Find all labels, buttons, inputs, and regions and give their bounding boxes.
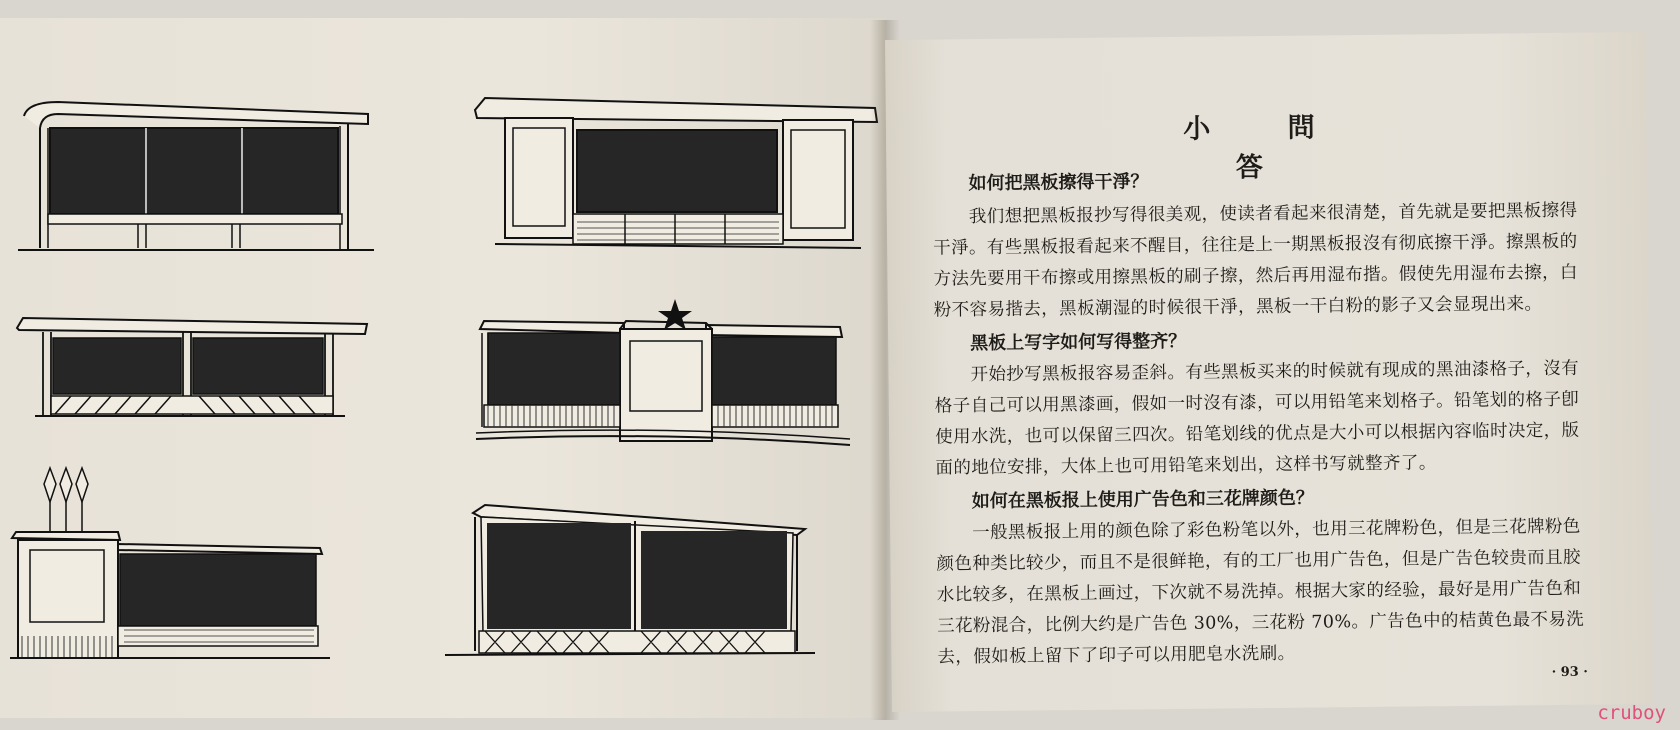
section-3-line-4: 三花粉混合，比例大约是广告色 30%，三花粉 70%。广告色中的桔黄色最不易洗 <box>937 609 1585 637</box>
blackboard-design-3 <box>15 308 375 428</box>
article-title: 小 問 答 <box>1183 112 1349 184</box>
section-2-line-3: 使用水洗，也可以保留三四次。铅笔划线的优点是大小可以根据內容临时决定，版 <box>935 420 1580 448</box>
section-heading-1: 如何把黑板擦得干淨？ <box>968 171 1149 195</box>
section-2-line-1: 开始抄写黑板报容易歪斜。有些黑板买来的时候就有现成的黑油漆格子，沒有 <box>970 358 1580 386</box>
blackboard-design-6 <box>445 503 825 668</box>
watermark: cruboy <box>1597 702 1666 724</box>
section-2-line-2: 格子自己可以用黑漆画，假如一时沒有漆，可以用铅笔来划格子。铅笔划的格子卽 <box>934 389 1580 417</box>
section-1-line-3: 方法先要用干布擦或用擦黑板的刷子擦，然后再用湿布揩。假使先用湿布去擦，白 <box>933 262 1578 290</box>
blackboard-design-4 <box>470 293 860 463</box>
section-heading-3: 如何在黑板报上使用广告色和三花牌颜色？ <box>971 487 1314 513</box>
section-2-line-4: 面的地位安排，大体上也可用铅笔来划出，这样书写就整齐了。 <box>935 453 1437 479</box>
right-page <box>885 32 1652 712</box>
blackboard-design-1 <box>18 88 378 263</box>
section-1-line-1: 我们想把黑板报抄写得很美观，使读者看起来很清楚，首先就是要把黑板擦得 <box>968 200 1578 228</box>
section-1-line-4: 粉不容易揩去，黑板潮湿的时候很干淨，黑板一干白粉的影子又会显現出来。 <box>933 294 1543 321</box>
left-page <box>0 18 885 718</box>
section-3-line-2: 颜色种类比较少，而且不是很鲜艳，有的工厂也用广告色，但是广告色较贵而且胶 <box>936 547 1581 575</box>
section-heading-2: 黑板上写字如何写得整齐？ <box>970 330 1187 355</box>
section-1-line-2: 干淨。有些黑板报看起来不醒目，往往是上一期黑板报沒有彻底擦干淨。擦黑板的 <box>933 231 1578 259</box>
blackboard-design-2 <box>465 88 885 263</box>
section-3-line-5: 去，假如板上留下了印子可以用肥皂水洗刷。 <box>937 643 1296 668</box>
section-3-line-1: 一般黑板报上用的颜色除了彩色粉笔以外，也用三花牌粉色，但是三花牌粉色 <box>972 516 1581 544</box>
blackboard-design-5 <box>10 458 350 673</box>
page-number: · 93 · <box>1551 664 1588 681</box>
qa-article <box>885 32 1652 712</box>
section-3-line-3: 水比较多，在黑板上画过，下次就不易洗掉。根据大家的经验，最好是用广告色和 <box>936 578 1582 606</box>
